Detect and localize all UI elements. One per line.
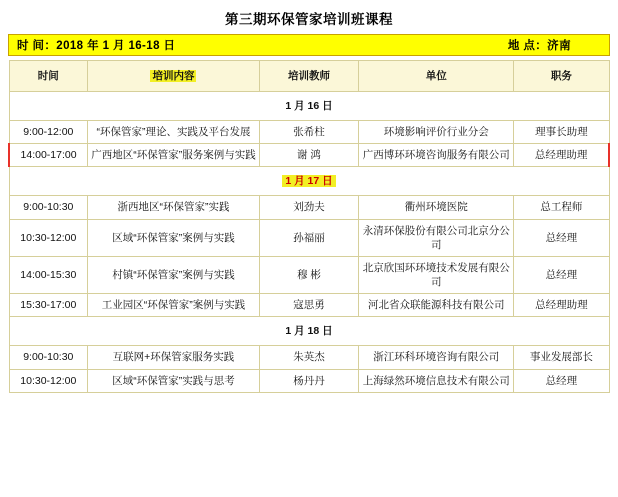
cell-teacher: 穆 彬 [259,256,358,293]
cell-time: 14:00-17:00 [9,144,88,167]
day-label-highlighted: 1 月 17 日 [9,167,609,196]
cell-teacher: 杨丹丹 [259,369,358,392]
table-row [9,346,609,369]
cell-org: 永清环保股份有限公司北京分公司 [359,219,514,256]
cell-content: 广西地区“环保管家”服务案例与实践 [88,144,260,167]
cell-org: 浙江环科环境咨询有限公司 [359,346,514,369]
column-header-org: 单位 [359,61,514,92]
event-location: 地 点：济南 [507,40,571,52]
cell-content: “环保管家”理论、实践及平台发展 [88,121,260,144]
column-header-content: 培训内容 [88,61,260,92]
cell-role: 总经理助理 [514,144,609,167]
cell-content: 工业园区“环保管家”案例与实践 [88,294,260,317]
table-row [9,121,609,144]
cell-org: 衢州环境医院 [359,196,514,219]
cell-org: 河北省众联能源科技有限公司 [359,294,514,317]
day-label: 1 月 18 日 [9,317,609,346]
cell-time: 9:00-10:30 [9,196,88,219]
cell-content: 村镇“环保管家”案例与实践 [88,256,260,293]
table-row [9,369,609,392]
cell-time: 9:00-10:30 [9,346,88,369]
table-header-row [9,61,609,92]
cell-teacher: 孙福丽 [259,219,358,256]
cell-time: 10:30-12:00 [9,219,88,256]
page-title: 第三期环保管家培训班课程 [225,12,393,27]
table-row [9,196,609,219]
cell-time: 15:30-17:00 [9,294,88,317]
column-header-role: 职务 [514,61,609,92]
table-row [9,219,609,256]
cell-role: 总经理 [514,219,609,256]
column-header-teacher: 培训教师 [259,61,358,92]
cell-org: 广西博环环境咨询服务有限公司 [359,144,514,167]
cell-content: 互联网+环保管家服务实践 [88,346,260,369]
cell-teacher: 张希柱 [259,121,358,144]
table-row [9,294,609,317]
cell-teacher: 朱英杰 [259,346,358,369]
cell-role: 事业发展部长 [514,346,609,369]
cell-teacher: 谢 鸿 [259,144,358,167]
column-header-time: 时间 [9,61,88,92]
cell-content: 区域“环保管家”实践与思考 [88,369,260,392]
cell-org: 北京欣国环环境技术发展有限公司 [359,256,514,293]
cell-role: 总经理助理 [514,294,609,317]
table-row [9,256,609,293]
cell-org: 上海绿然环境信息技术有限公司 [359,369,514,392]
event-date: 时 间：2018 年 1 月 16-18 日 [17,40,176,52]
info-bar [8,34,610,56]
cell-time: 9:00-12:00 [9,121,88,144]
cell-teacher: 寇思勇 [259,294,358,317]
cell-role: 总经理 [514,256,609,293]
table-row-highlighted [9,144,609,167]
cell-role: 总工程师 [514,196,609,219]
cell-org: 环境影响评价行业分会 [359,121,514,144]
schedule-table [8,60,610,393]
cell-teacher: 刘劲夫 [259,196,358,219]
day-separator-row [9,317,609,346]
day-separator-row [9,167,609,196]
cell-time: 10:30-12:00 [9,369,88,392]
day-separator-row [9,92,609,121]
cell-role: 理事长助理 [514,121,609,144]
cell-time: 14:00-15:30 [9,256,88,293]
cell-role: 总经理 [514,369,609,392]
cell-content: 浙西地区“环保管家”实践 [88,196,260,219]
day-label: 1 月 16 日 [9,92,609,121]
cell-content: 区域“环保管家”案例与实践 [88,219,260,256]
